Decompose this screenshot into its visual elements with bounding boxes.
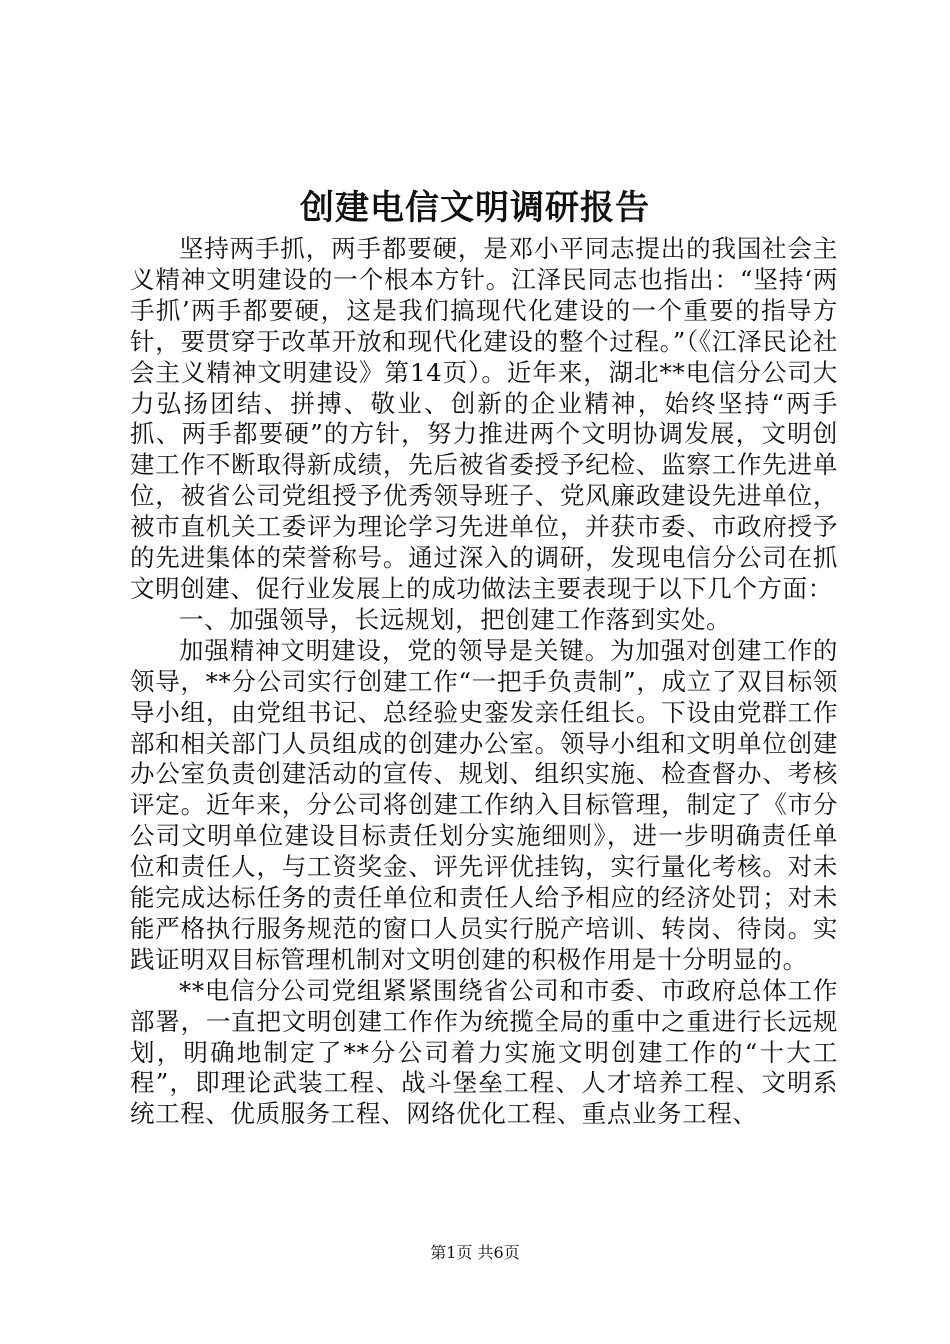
- paragraph-planning: **电信分公司党组紧紧围绕省公司和市委、市政府总体工作部署，一直把文明创建工作作为统揽全局的重中之重进行长远规划，明确地制定了**分公司着力实施文明创建工作的“十大工程”，即理论武装工程、战斗堡垒工程、人才培养工程、文明系统工程、优质服务工程、网络优化工程、重点业务工程、: [130, 975, 838, 1129]
- paragraph-intro: 坚持两手抓，两手都要硬，是邓小平同志提出的我国社会主义精神文明建设的一个根本方针。江泽民同志也指出：“坚持‘两手抓’两手都要硬，这是我们搞现代化建设的一个重要的指导方针，要贯穿于改革开放和现代化建设的整个过程。”（《江泽民论社会主义精神文明建设》第14页）。近年来，湖北**电信分公司大力弘扬团结、拼搏、敬业、创新的企业精神，始终坚持“两手抓、两手都要硬”的方针，努力推进两个文明协调发展，文明创建工作不断取得新成绩，先后被省委授予纪检、监察工作先进单位，被省公司党组授予优秀领导班子、党风廉政建设先进单位，被市直机关工委评为理论学习先进单位，并获市委、市政府授予的先进集体的荣誉称号。通过深入的调研，发现电信分公司在抓文明创建、促行业发展上的成功做法主要表现于以下几个方面：: [130, 234, 838, 603]
- page-footer: 第1页 共6页: [430, 1243, 520, 1262]
- section-heading-1: 一、加强领导，长远规划，把创建工作落到实处。: [179, 604, 732, 634]
- document-body: [130, 234, 838, 1130]
- document-title: 创建电信文明调研报告: [300, 188, 650, 228]
- paragraph-leadership: 加强精神文明建设，党的领导是关键。为加强对创建工作的领导，**分公司实行创建工作“一把手负责制”，成立了双目标领导小组，由党组书记、总经验史銮发亲任组长。下设由党群工作部和相关部门人员组成的创建办公室。领导小组和文明单位创建办公室负责创建活动的宣传、规划、组织实施、检查督办、考核评定。近年来，分公司将创建工作纳入目标管理，制定了《市分公司文明单位建设目标责任划分实施细则》，进一步明确责任单位和责任人，与工资奖金、评先评优挂钩，实行量化考核。对未能完成达标任务的责任单位和责任人给予相应的经济处罚；对未能严格执行服务规范的窗口人员实行脱产培训、转岗、待岗。实践证明双目标管理机制对文明创建的积极作用是十分明显的。: [130, 635, 838, 974]
